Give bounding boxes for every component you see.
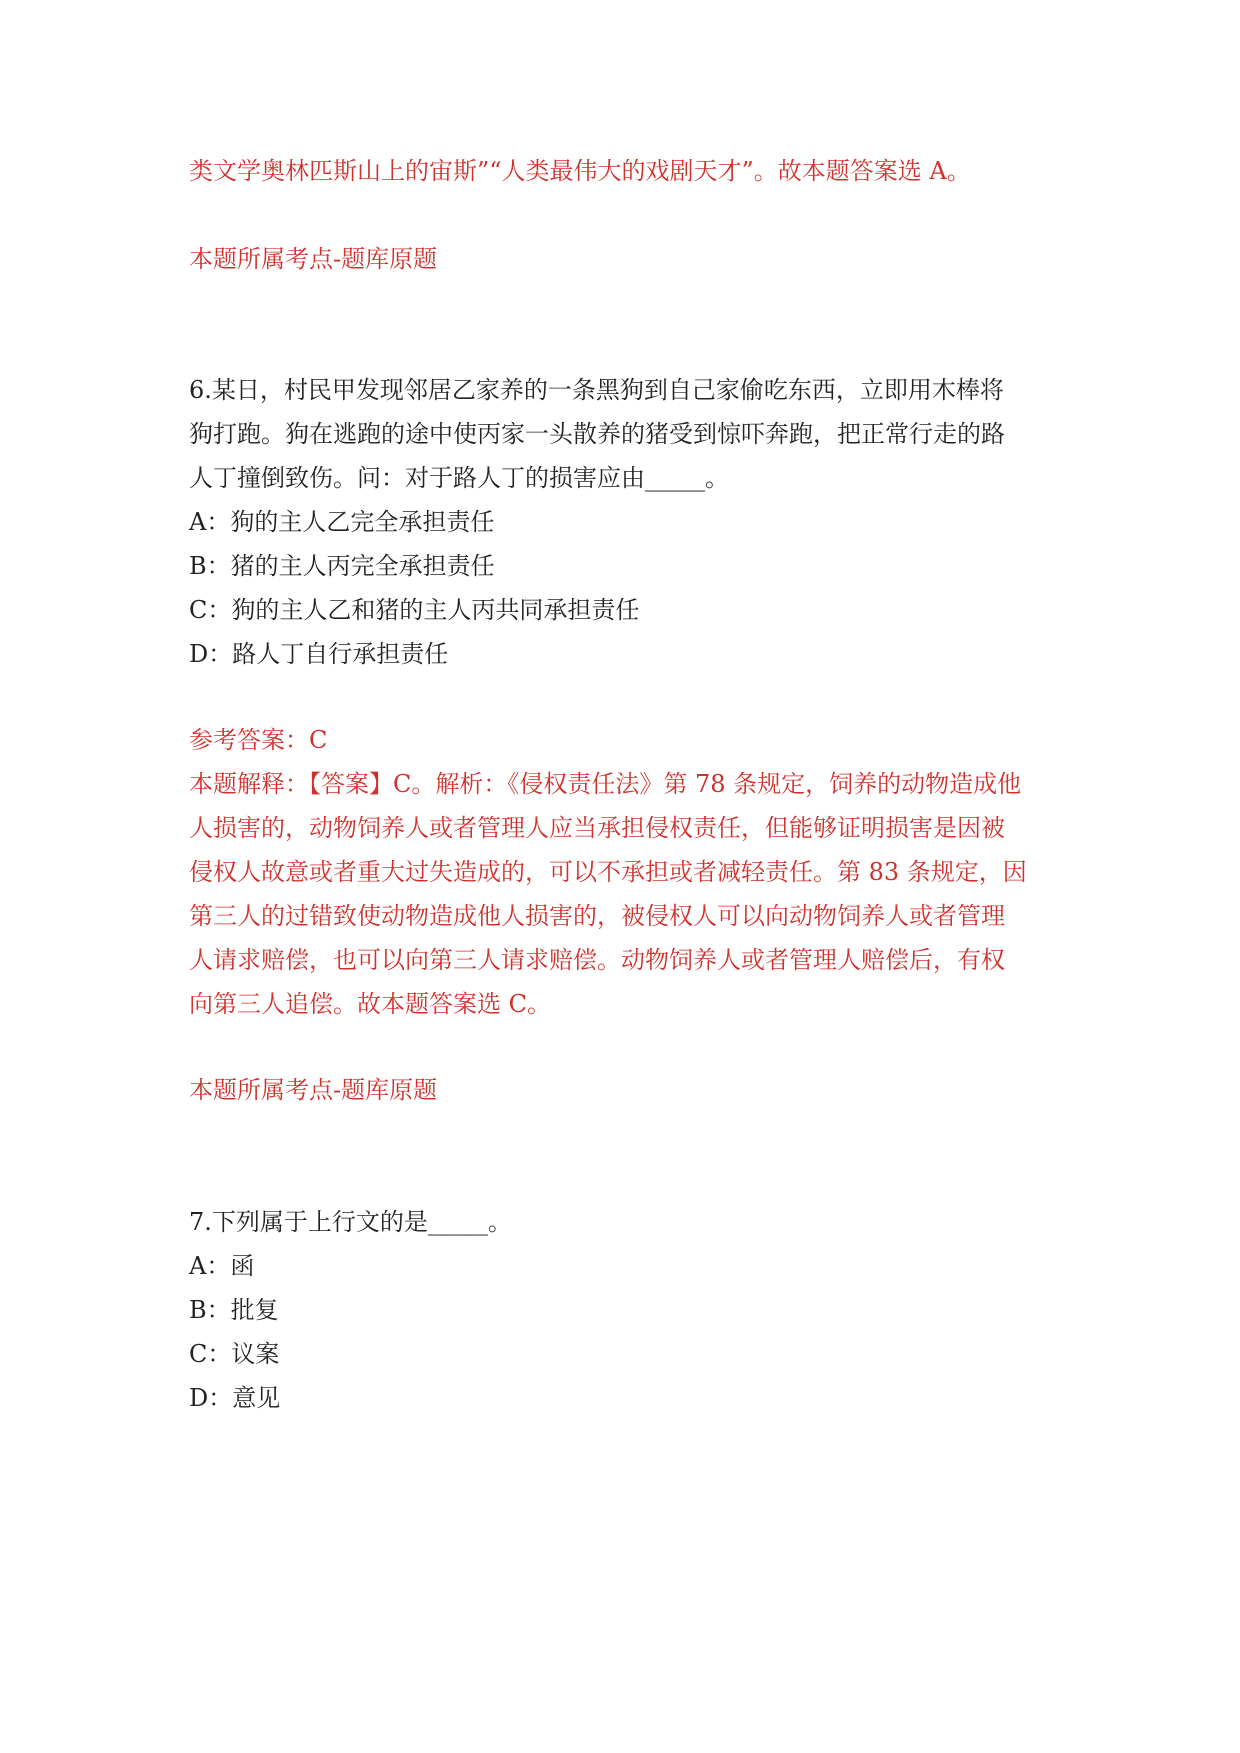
q6-stem-line-3: 人丁撞倒致伤。问：对于路人丁的损害应由_____。 <box>189 464 729 492</box>
q6-answer: 参考答案：C <box>189 726 328 754</box>
q6-explanation-line-2: 人损害的，动物饲养人或者管理人应当承担侵权责任，但能够证明损害是因被 <box>189 814 1005 842</box>
q6-option-d: D：路人丁自行承担责任 <box>189 640 449 668</box>
q7-option-a: A：函 <box>189 1252 255 1280</box>
q6-option-c: C：狗的主人乙和猪的主人丙共同承担责任 <box>189 596 640 624</box>
prev-explanation-tail: 类文学奥林匹斯山上的宙斯”“人类最伟大的戏剧天才”。故本题答案选 A。 <box>189 157 971 185</box>
q6-stem-line-1: 6.某日，村民甲发现邻居乙家养的一条黑狗到自己家偷吃东西，立即用木棒将 <box>189 376 1004 404</box>
q6-option-a: A：狗的主人乙完全承担责任 <box>189 508 495 536</box>
q6-explanation-line-6: 向第三人追偿。故本题答案选 C。 <box>189 990 551 1018</box>
q7-option-b: B：批复 <box>189 1296 279 1324</box>
q6-explanation-line-4: 第三人的过错致使动物造成他人损害的，被侵权人可以向动物饲养人或者管理 <box>189 902 1005 930</box>
q6-source-label: 本题所属考点-题库原题 <box>189 1076 438 1104</box>
q6-explanation-line-1: 本题解释：【答案】C。解析：《侵权责任法》第 78 条规定，饲养的动物造成他 <box>189 770 1022 798</box>
prev-source-label: 本题所属考点-题库原题 <box>189 245 438 273</box>
q6-explanation-line-3: 侵权人故意或者重大过失造成的，可以不承担或者减轻责任。第 83 条规定，因 <box>189 858 1027 886</box>
q6-stem-line-2: 狗打跑。狗在逃跑的途中使丙家一头散养的猪受到惊吓奔跑，把正常行走的路 <box>189 420 1005 448</box>
q6-option-b: B：猪的主人丙完全承担责任 <box>189 552 495 580</box>
q7-option-c: C：议案 <box>189 1340 280 1368</box>
q7-stem: 7.下列属于上行文的是_____。 <box>189 1208 512 1236</box>
q6-explanation-line-5: 人请求赔偿，也可以向第三人请求赔偿。动物饲养人或者管理人赔偿后，有权 <box>189 946 1005 974</box>
q7-option-d: D：意见 <box>189 1384 281 1412</box>
